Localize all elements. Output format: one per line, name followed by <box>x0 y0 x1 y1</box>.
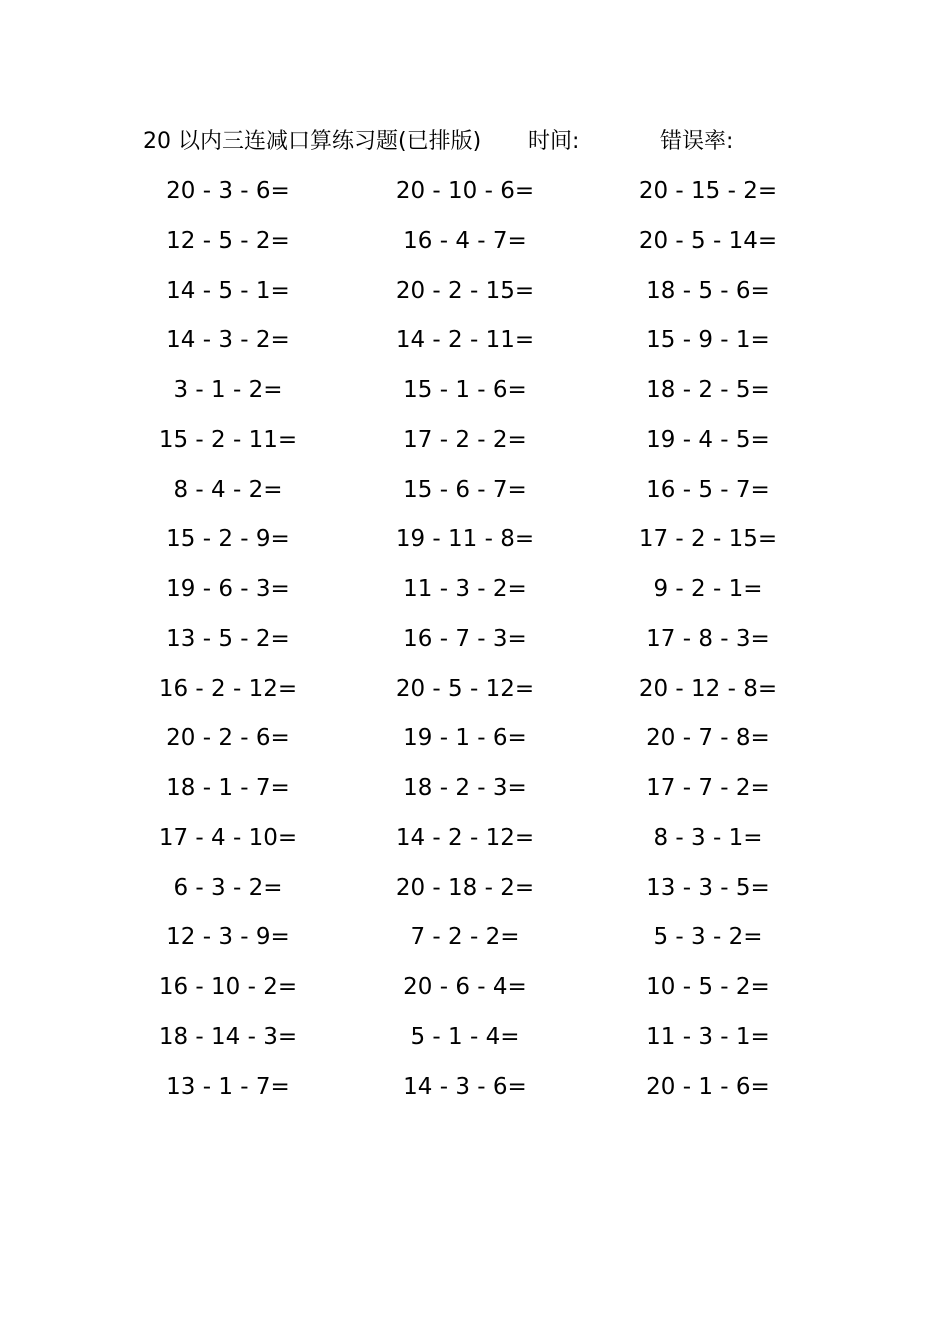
subtraction-problem: 14 - 2 - 12= <box>395 824 535 851</box>
problem-row <box>0 871 950 905</box>
problem-row <box>0 373 950 407</box>
subtraction-problem: 6 - 3 - 2= <box>173 874 283 901</box>
problem-row <box>0 572 950 606</box>
subtraction-problem: 9 - 2 - 1= <box>653 576 763 602</box>
subtraction-problem: 20 - 5 - 12= <box>395 675 535 702</box>
subtraction-problem: 18 - 14 - 3= <box>158 1023 298 1050</box>
subtraction-problem: 15 - 1 - 6= <box>403 377 527 403</box>
problem-row <box>0 274 950 308</box>
subtraction-problem: 13 - 1 - 7= <box>166 1073 290 1100</box>
subtraction-problem: 12 - 5 - 2= <box>166 227 290 254</box>
problem-row <box>0 1070 950 1104</box>
subtraction-problem: 20 - 12 - 8= <box>638 675 778 702</box>
subtraction-problem: 18 - 2 - 5= <box>646 377 770 403</box>
subtraction-problem: 20 - 7 - 8= <box>646 725 770 752</box>
subtraction-problem: 20 - 3 - 6= <box>166 178 290 204</box>
subtraction-problem: 20 - 2 - 15= <box>395 277 535 304</box>
subtraction-problem: 10 - 5 - 2= <box>646 974 770 1000</box>
problem-row <box>0 771 950 805</box>
subtraction-problem: 15 - 6 - 7= <box>403 476 527 503</box>
subtraction-problem: 15 - 9 - 1= <box>646 327 770 354</box>
subtraction-problem: 16 - 7 - 3= <box>403 625 527 652</box>
subtraction-problem: 20 - 1 - 6= <box>646 1073 770 1100</box>
subtraction-problem: 19 - 4 - 5= <box>646 426 770 453</box>
subtraction-problem: 12 - 3 - 9= <box>166 924 290 951</box>
subtraction-problem: 19 - 1 - 6= <box>403 725 527 752</box>
subtraction-problem: 18 - 5 - 6= <box>646 277 770 304</box>
subtraction-problem: 13 - 3 - 5= <box>646 874 770 901</box>
subtraction-problem: 19 - 6 - 3= <box>166 576 290 602</box>
problem-row <box>0 970 950 1004</box>
subtraction-problem: 14 - 3 - 6= <box>403 1073 527 1100</box>
subtraction-problem: 20 - 15 - 2= <box>638 178 778 204</box>
problem-row <box>0 473 950 507</box>
subtraction-problem: 15 - 2 - 9= <box>166 526 290 553</box>
subtraction-problem: 15 - 2 - 11= <box>158 426 298 453</box>
problem-row <box>0 174 950 208</box>
subtraction-problem: 14 - 2 - 11= <box>395 327 535 354</box>
problem-row <box>0 721 950 755</box>
subtraction-problem: 16 - 10 - 2= <box>158 974 298 1000</box>
subtraction-problem: 20 - 2 - 6= <box>166 725 290 752</box>
subtraction-problem: 16 - 2 - 12= <box>158 675 298 702</box>
subtraction-problem: 11 - 3 - 1= <box>646 1023 770 1050</box>
subtraction-problem: 17 - 7 - 2= <box>646 775 770 801</box>
problem-row <box>0 821 950 855</box>
subtraction-problem: 17 - 8 - 3= <box>646 625 770 652</box>
subtraction-problem: 17 - 2 - 2= <box>403 426 527 453</box>
worksheet-title: 20 以内三连减口算练习题(已排版) <box>143 129 482 154</box>
error-rate-label: 错误率: <box>660 129 734 154</box>
subtraction-problem: 18 - 2 - 3= <box>403 775 527 801</box>
problem-row <box>0 920 950 954</box>
subtraction-problem: 16 - 4 - 7= <box>403 227 527 254</box>
problem-row <box>0 1020 950 1054</box>
subtraction-problem: 3 - 1 - 2= <box>173 377 283 403</box>
subtraction-problem: 16 - 5 - 7= <box>646 476 770 503</box>
problem-row <box>0 323 950 357</box>
subtraction-problem: 13 - 5 - 2= <box>166 625 290 652</box>
problem-row <box>0 224 950 258</box>
subtraction-problem: 18 - 1 - 7= <box>166 775 290 801</box>
subtraction-problem: 20 - 10 - 6= <box>395 178 535 204</box>
subtraction-problem: 5 - 3 - 2= <box>653 924 763 951</box>
subtraction-problem: 11 - 3 - 2= <box>403 576 527 602</box>
problem-row <box>0 622 950 656</box>
subtraction-problem: 20 - 18 - 2= <box>395 874 535 901</box>
subtraction-problem: 17 - 2 - 15= <box>638 526 778 553</box>
problem-row <box>0 672 950 706</box>
subtraction-problem: 20 - 6 - 4= <box>403 974 527 1000</box>
subtraction-problem: 19 - 11 - 8= <box>395 526 535 553</box>
subtraction-problem: 17 - 4 - 10= <box>158 824 298 851</box>
subtraction-problem: 5 - 1 - 4= <box>410 1023 520 1050</box>
subtraction-problem: 14 - 3 - 2= <box>166 327 290 354</box>
problem-row <box>0 522 950 556</box>
subtraction-problem: 8 - 3 - 1= <box>653 824 763 851</box>
problem-row <box>0 423 950 457</box>
subtraction-problem: 14 - 5 - 1= <box>166 277 290 304</box>
time-label: 时间: <box>528 129 580 154</box>
subtraction-problem: 20 - 5 - 14= <box>638 227 778 254</box>
subtraction-problem: 7 - 2 - 2= <box>410 924 520 951</box>
subtraction-problem: 8 - 4 - 2= <box>173 476 283 503</box>
